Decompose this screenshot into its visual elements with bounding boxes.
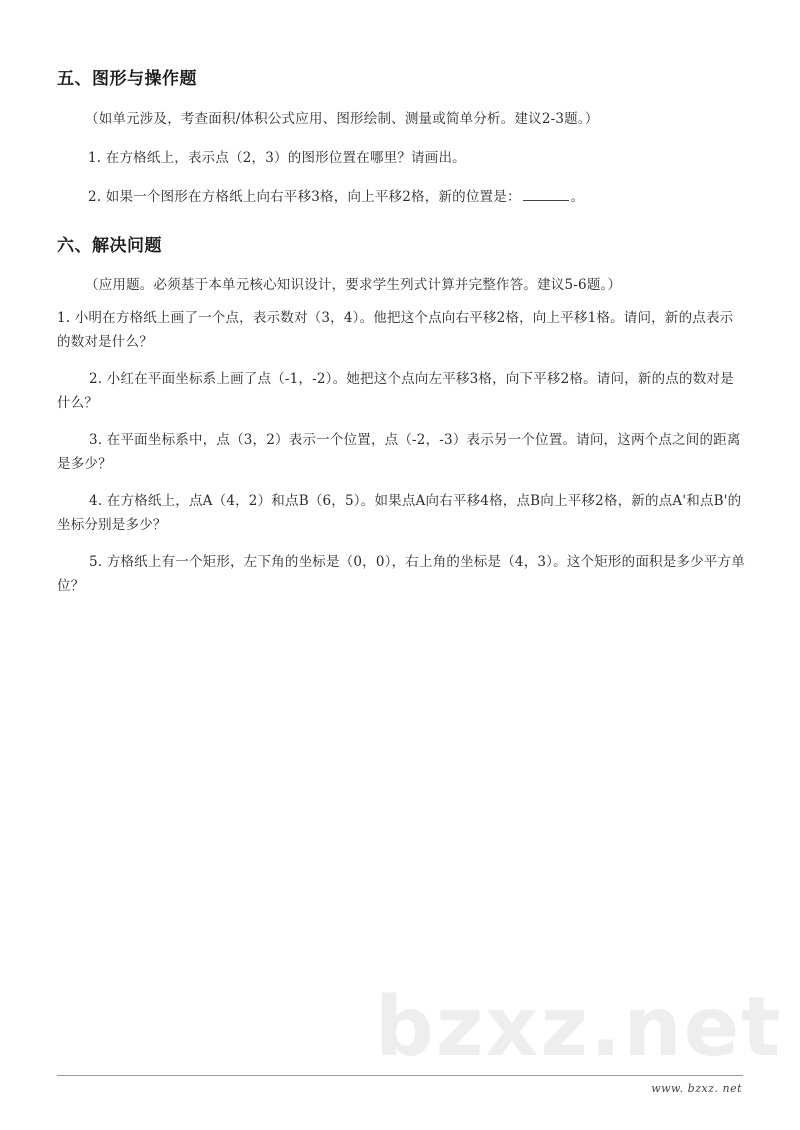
question-text-end: 。 (570, 189, 585, 205)
section-5-question-1: 1. 在方格纸上，表示点（2，3）的图形位置在哪里？请画出。 (88, 150, 466, 166)
section-5-note: （如单元涉及，考查面积/体积公式应用、图形绘制、测量或简单分析。建议2-3题。） (85, 111, 599, 127)
footer-url: www. bzxz. net (651, 1082, 742, 1095)
section-6-question-3: 3. 在平面坐标系中，点（3，2）表示一个位置，点（-2，-3）表示另一个位置。请问，这两个点之间的距离是多少？ (57, 432, 741, 472)
section-6-note: （应用题。必须基于本单元核心知识设计，要求学生列式计算并完整作答。建议5-6题。） (85, 277, 622, 293)
section-6-question-5: 5. 方格纸上有一个矩形，左下角的坐标是（0，0），右上角的坐标是（4，3）。这个矩形的面积是多少平方单位？ (57, 554, 745, 594)
section-6-question-4: 4. 在方格纸上，点A（4，2）和点B（6，5）。如果点A向右平移4格，点B向上平移2格，新的点A'和点B'的坐标分别是多少？ (57, 493, 742, 533)
section-5-question-2 (88, 185, 584, 205)
footer-divider (57, 1075, 743, 1076)
question-text: 2. 如果一个图形在方格纸上向右平移3格，向上平移2格，新的位置是： (88, 189, 521, 205)
section-5-title: 五、图形与操作题 (57, 69, 197, 89)
section-6-title: 六、解决问题 (57, 236, 162, 256)
section-6-question-2: 2. 小红在平面坐标系上画了点（-1，-2）。她把这个点向左平移3格，向下平移2格。请问，新的点的数对是什么？ (57, 371, 734, 411)
answer-blank (523, 188, 569, 201)
section-6-question-1: 1. 小明在方格纸上画了一个点，表示数对（3，4）。他把这个点向右平移2格，向上平移1格。请问，新的点表示的数对是什么？ (57, 310, 734, 350)
watermark: bzxz.net (375, 980, 783, 1075)
